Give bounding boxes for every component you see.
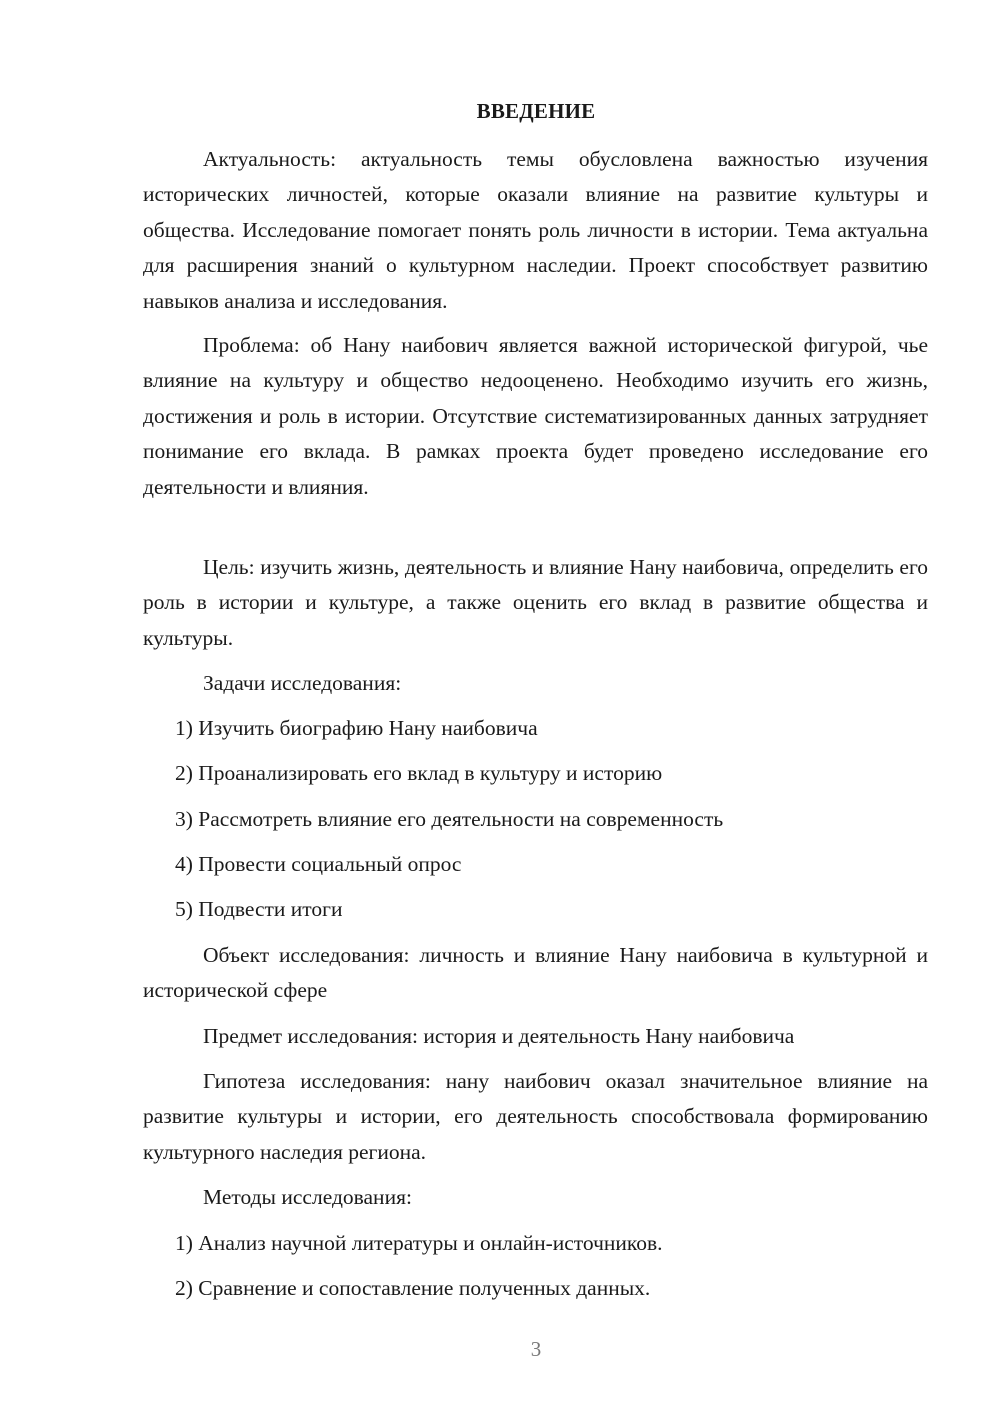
hypothesis-paragraph: Гипотеза исследования: нану наибович оказал значительное влияние на развитие культуры и истории, его деятельность способствовала формированию культурного наследия региона.	[143, 1069, 928, 1164]
relevance-paragraph: Актуальность: актуальность темы обусловлена важностью изучения исторических личностей, которые оказали влияние на развитие культуры и общества. Исследование помогает понять роль личности в истории. Тема актуальна для расширения знаний о культурном наследии. Проект способствует развитию навыков анализа и исследования.	[143, 147, 928, 313]
object-paragraph: Объект исследования: личность и влияние Нану наибовича в культурной и исторической сфере	[143, 943, 928, 1003]
task-item	[143, 802, 928, 837]
text-block-6	[143, 1019, 928, 1054]
task-item	[143, 756, 928, 791]
text-block-7	[143, 1064, 928, 1170]
text-block-2	[143, 328, 928, 505]
methods-heading: Методы исследования:	[203, 1185, 412, 1209]
task-item	[143, 711, 928, 746]
text-block-4	[143, 666, 928, 701]
page-number: 3	[530, 1337, 542, 1361]
list-item: 3) Рассмотреть влияние его деятельности на современность	[175, 807, 724, 831]
text-block-5	[143, 938, 928, 1009]
task-item	[143, 892, 928, 927]
subject-paragraph: Предмет исследования: история и деятельность Нану наибовича	[203, 1024, 795, 1048]
task-item	[143, 847, 928, 882]
method-item	[143, 1226, 928, 1261]
text-block-1	[143, 142, 928, 319]
text-block-3	[143, 550, 928, 656]
list-item: 5) Подвести итоги	[175, 897, 343, 921]
list-item: 1) Анализ научной литературы и онлайн-источников.	[175, 1231, 663, 1255]
text-block-8	[143, 1180, 928, 1215]
problem-paragraph: Проблема: об Нану наибович является важной исторической фигурой, чье влияние на культуру и общество недооценено. Необходимо изучить его жизнь, достижения и роль в истории. Отсутствие систематизированных данных затрудняет понимание его вклада. В рамках проекта будет проведено исследование его деятельности и влияния.	[143, 333, 928, 499]
list-item: 1) Изучить биографию Нану наибовича	[175, 716, 538, 740]
method-item	[143, 1271, 928, 1306]
list-item: 2) Проанализировать его вклад в культуру и историю	[175, 761, 663, 785]
goal-paragraph: Цель: изучить жизнь, деятельность и влияние Нану наибовича, определить его роль в истории и культуре, а также оценить его вклад в развитие общества и культуры.	[143, 555, 928, 650]
page-title: ВВЕДЕНИЕ	[476, 99, 596, 123]
tasks-heading: Задачи исследования:	[203, 671, 402, 695]
list-item: 2) Сравнение и сопоставление полученных данных.	[175, 1276, 651, 1300]
list-item: 4) Провести социальный опрос	[175, 852, 462, 876]
